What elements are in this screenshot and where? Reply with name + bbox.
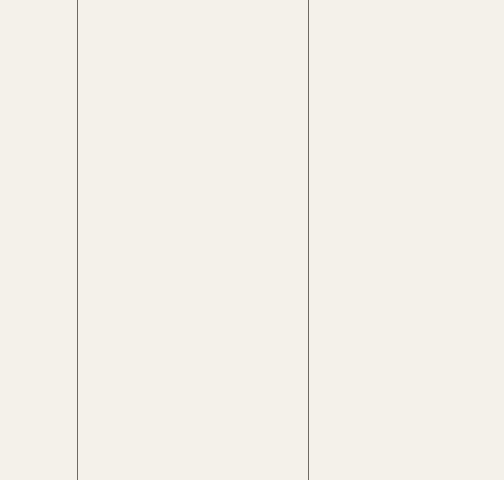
column-rule-right [308, 0, 309, 480]
column-rule-left [77, 0, 78, 480]
